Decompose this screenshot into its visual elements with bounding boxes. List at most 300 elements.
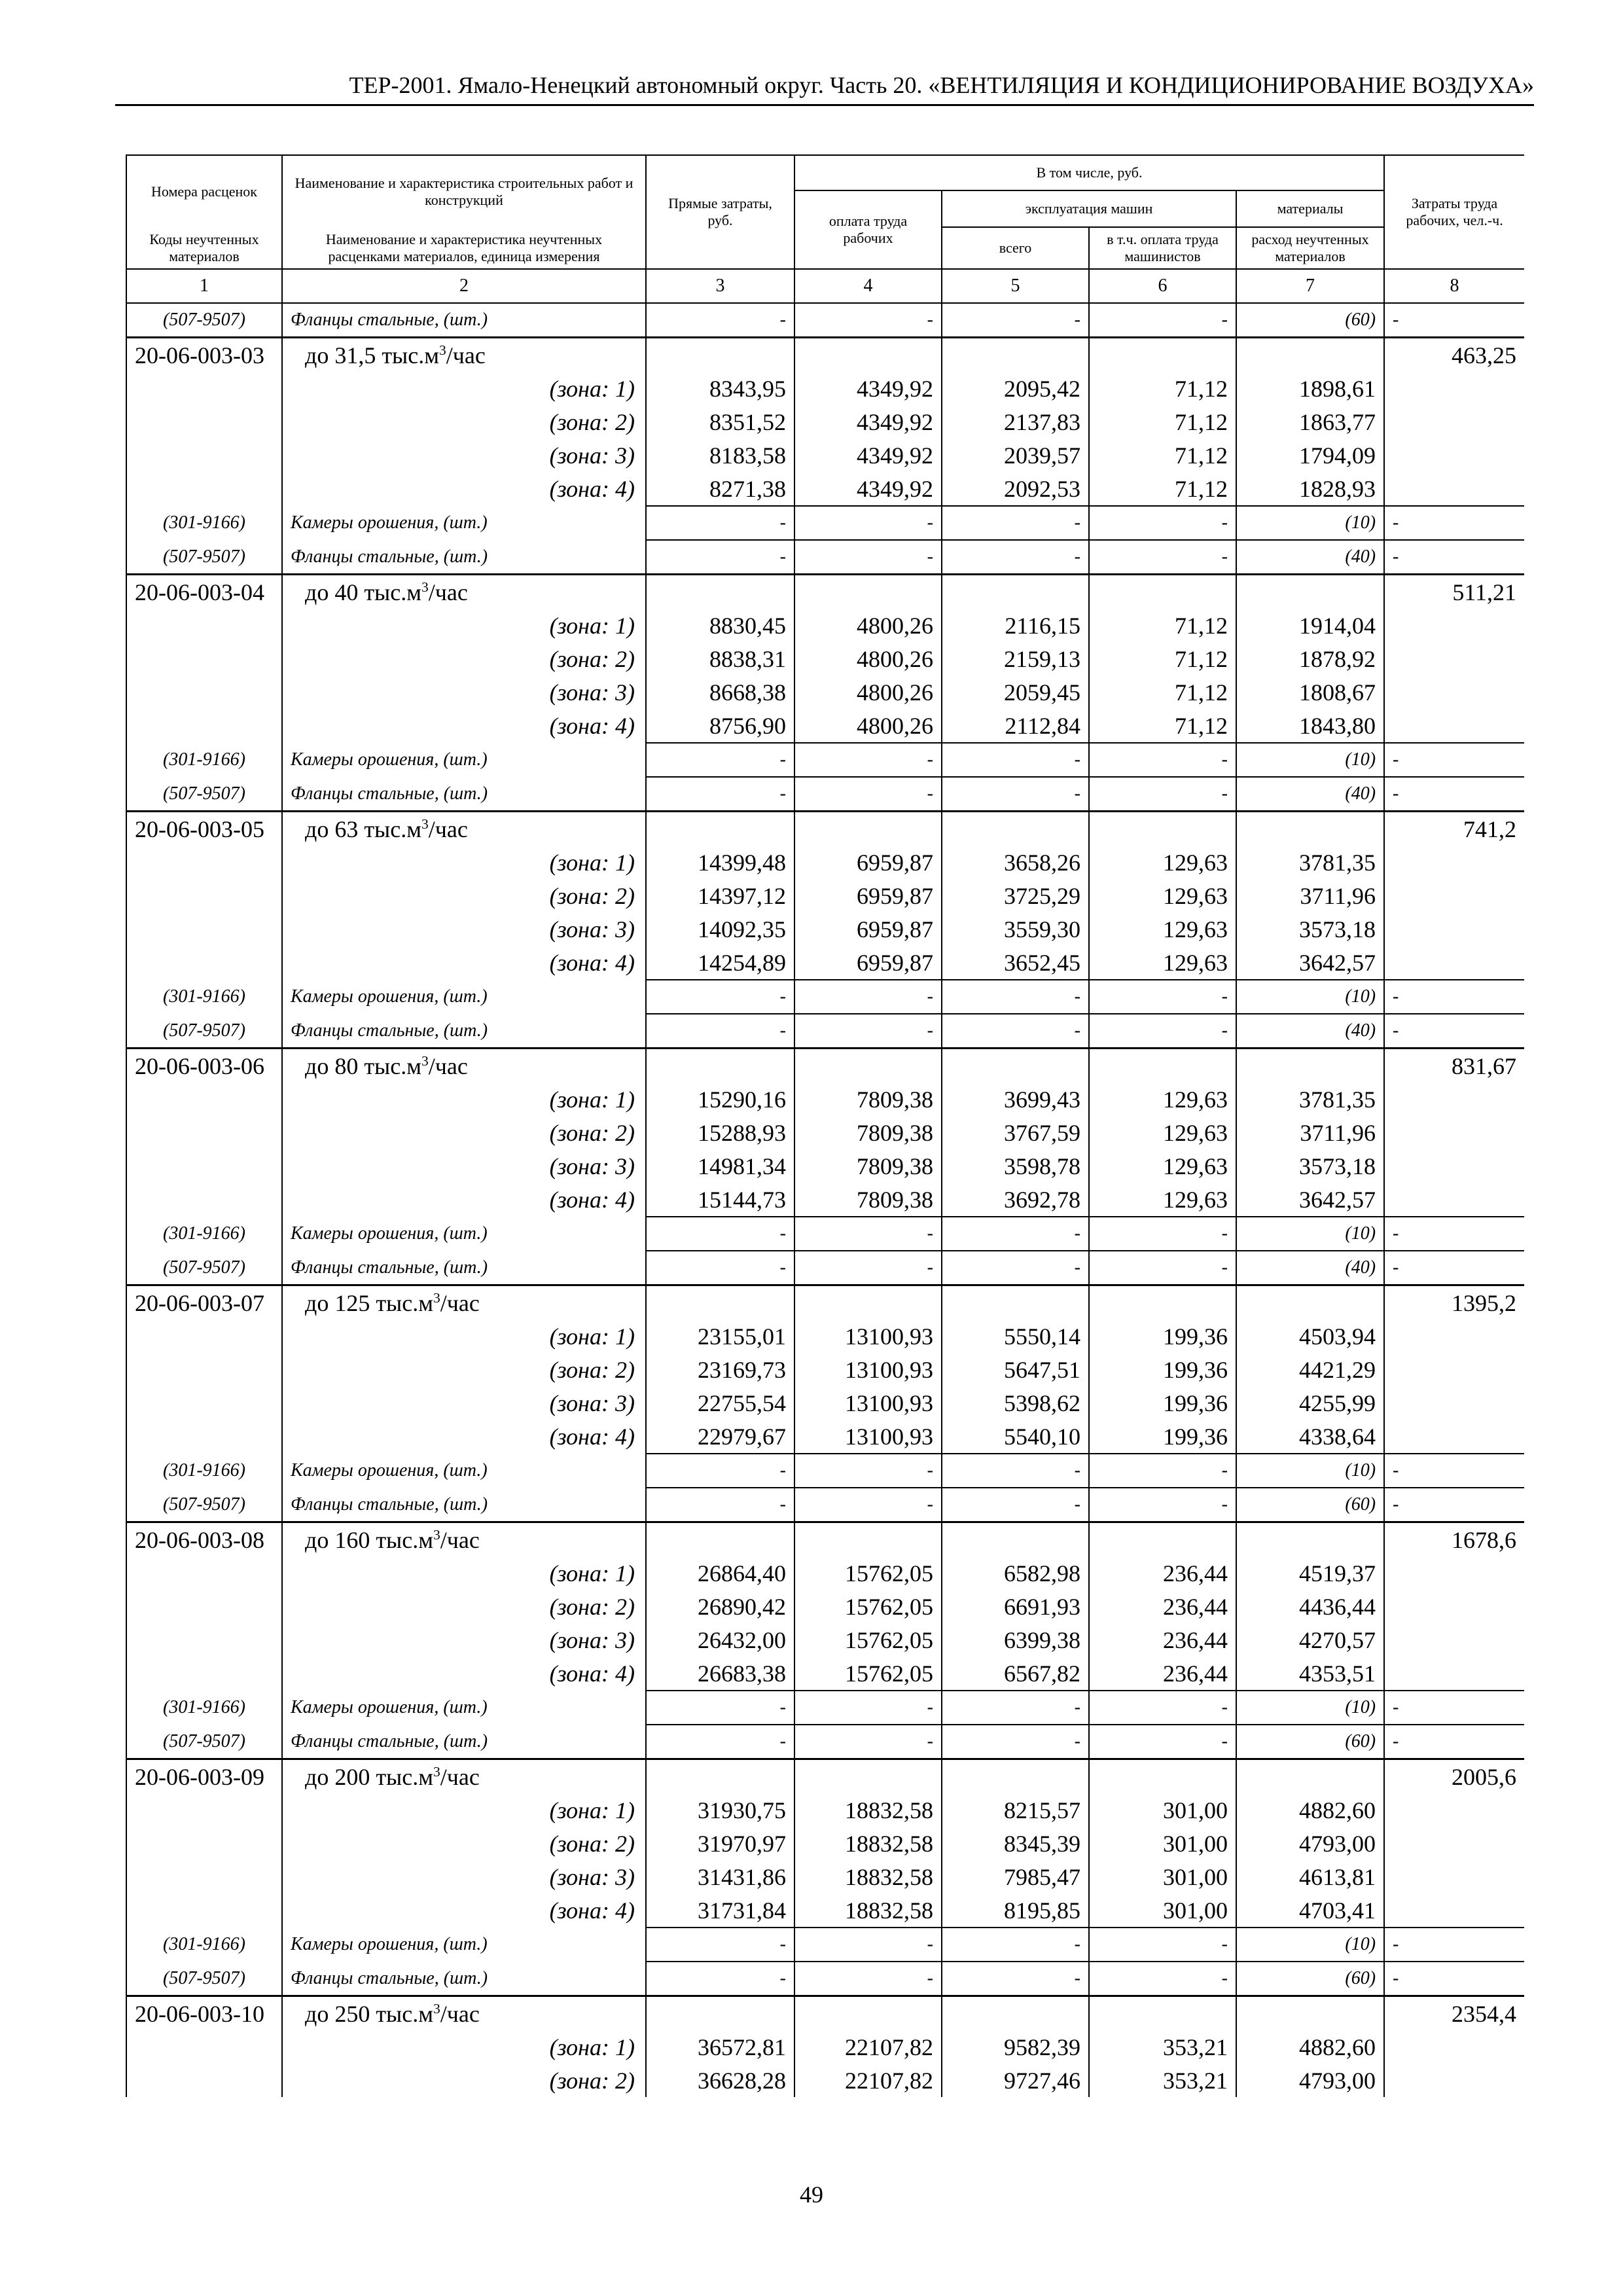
rate-title-unit: /час <box>440 2000 480 2027</box>
materials-value: 4421,29 <box>1236 1353 1384 1386</box>
empty-cell <box>1384 2064 1524 2097</box>
machines-total-value: 3658,26 <box>942 846 1089 879</box>
worker-pay-value: 6959,87 <box>794 879 942 912</box>
direct-costs-value: 15144,73 <box>646 1183 794 1217</box>
zone-label: (зона: 4) <box>282 1183 646 1217</box>
empty-cell <box>646 575 794 609</box>
empty-cell <box>1384 709 1524 743</box>
empty-cell <box>126 1149 282 1183</box>
zone-label: (зона: 4) <box>282 1657 646 1691</box>
direct-costs-value: 26890,42 <box>646 1590 794 1623</box>
rate-title-superscript: 3 <box>433 1763 440 1780</box>
material-name: Камеры орошения, (шт.) <box>282 980 646 1014</box>
materials-value: 3642,57 <box>1236 946 1384 980</box>
zone-label: (зона: 4) <box>282 1893 646 1928</box>
empty-value-dash: - <box>942 1454 1089 1488</box>
empty-value-dash: - <box>794 1014 942 1049</box>
empty-value-dash: - <box>794 743 942 777</box>
direct-costs-value: 14092,35 <box>646 912 794 946</box>
zone-row <box>126 1893 1524 1928</box>
empty-value-dash: - <box>942 1691 1089 1725</box>
empty-cell <box>1384 1793 1524 1827</box>
material-name: Фланцы стальные, (шт.) <box>282 540 646 575</box>
materials-value: 4882,60 <box>1236 1793 1384 1827</box>
material-row <box>126 1217 1524 1251</box>
materials-value: 1828,93 <box>1236 472 1384 506</box>
empty-cell <box>1384 439 1524 472</box>
empty-value-dash: - <box>1384 506 1524 540</box>
zone-row <box>126 879 1524 912</box>
worker-pay-value: 4349,92 <box>794 405 942 439</box>
rate-title-text: до 63 тыс.м <box>305 816 421 842</box>
empty-cell <box>126 1083 282 1116</box>
zone-label: (зона: 1) <box>282 846 646 879</box>
direct-costs-value: 8830,45 <box>646 609 794 642</box>
empty-value-dash: - <box>1089 1251 1236 1285</box>
rate-title <box>282 575 646 609</box>
machinist-pay-value: 236,44 <box>1089 1590 1236 1623</box>
zone-row <box>126 1623 1524 1657</box>
machinist-pay-value: 129,63 <box>1089 1149 1236 1183</box>
direct-costs-value: 8756,90 <box>646 709 794 743</box>
empty-value-dash: - <box>1089 1928 1236 1962</box>
machines-total-value: 6691,93 <box>942 1590 1089 1623</box>
worker-pay-value: 7809,38 <box>794 1116 942 1149</box>
empty-value-dash: - <box>646 980 794 1014</box>
material-quantity: (10) <box>1236 1217 1384 1251</box>
material-row <box>126 1488 1524 1522</box>
empty-value-dash: - <box>794 1251 942 1285</box>
empty-cell <box>1236 575 1384 609</box>
empty-cell <box>126 1893 282 1928</box>
empty-value-dash: - <box>646 1014 794 1049</box>
machinist-pay-value: 301,00 <box>1089 1793 1236 1827</box>
rate-title-unit: /час <box>428 579 468 605</box>
machines-total-value: 5398,62 <box>942 1386 1089 1420</box>
direct-costs-value: 31970,97 <box>646 1827 794 1860</box>
empty-value-dash: - <box>942 1217 1089 1251</box>
zone-row <box>126 1420 1524 1454</box>
empty-value-dash: - <box>1384 1251 1524 1285</box>
empty-cell <box>126 1793 282 1827</box>
rate-title-superscript: 3 <box>433 2000 440 2017</box>
machines-total-value: 8195,85 <box>942 1893 1089 1928</box>
empty-value-dash: - <box>646 506 794 540</box>
material-name: Фланцы стальные, (шт.) <box>282 1014 646 1049</box>
machines-total-value: 8215,57 <box>942 1793 1089 1827</box>
rate-row <box>126 1996 1524 2031</box>
empty-cell <box>126 1319 282 1353</box>
rate-title <box>282 1996 646 2031</box>
empty-value-dash: - <box>794 1217 942 1251</box>
machinist-pay-value: 301,00 <box>1089 1827 1236 1860</box>
rate-code: 20-06-003-06 <box>126 1049 282 1083</box>
materials-value: 1898,61 <box>1236 372 1384 405</box>
zone-row <box>126 405 1524 439</box>
empty-cell <box>1236 1996 1384 2031</box>
column-number: 6 <box>1089 269 1236 303</box>
empty-value-dash: - <box>942 506 1089 540</box>
empty-cell <box>794 812 942 846</box>
header-material-consumption: расход неучтенных материалов <box>1236 227 1384 269</box>
empty-cell <box>1384 1353 1524 1386</box>
materials-value: 4793,00 <box>1236 2064 1384 2097</box>
zone-row <box>126 2064 1524 2097</box>
materials-value: 4338,64 <box>1236 1420 1384 1454</box>
direct-costs-value: 26683,38 <box>646 1657 794 1691</box>
rate-code: 20-06-003-03 <box>126 338 282 372</box>
machinist-pay-value: 129,63 <box>1089 946 1236 980</box>
empty-cell <box>126 946 282 980</box>
header-material-codes: Коды неучтенных материалов <box>126 227 282 269</box>
column-number: 5 <box>942 269 1089 303</box>
material-row <box>126 1962 1524 1996</box>
machines-total-value: 3598,78 <box>942 1149 1089 1183</box>
machines-total-value: 2137,83 <box>942 405 1089 439</box>
zone-row <box>126 1083 1524 1116</box>
machinist-pay-value: 129,63 <box>1089 1083 1236 1116</box>
machines-total-value: 3692,78 <box>942 1183 1089 1217</box>
empty-value-dash: - <box>794 1454 942 1488</box>
direct-costs-value: 26432,00 <box>646 1623 794 1657</box>
zone-label: (зона: 2) <box>282 1827 646 1860</box>
zone-label: (зона: 2) <box>282 2064 646 2097</box>
empty-value-dash: - <box>1089 1962 1236 1996</box>
labor-costs-value: 1395,2 <box>1384 1285 1524 1320</box>
empty-cell <box>126 1386 282 1420</box>
empty-cell <box>126 405 282 439</box>
header-rate-number: Номера расценок <box>126 155 282 227</box>
worker-pay-value: 22107,82 <box>794 2030 942 2064</box>
material-name: Камеры орошения, (шт.) <box>282 1691 646 1725</box>
materials-value: 4882,60 <box>1236 2030 1384 2064</box>
material-code: (301-9166) <box>126 1691 282 1725</box>
material-code: (301-9166) <box>126 1928 282 1962</box>
empty-cell <box>1089 1522 1236 1557</box>
materials-value: 3642,57 <box>1236 1183 1384 1217</box>
zone-row <box>126 709 1524 743</box>
empty-cell <box>126 1860 282 1893</box>
machinist-pay-value: 71,12 <box>1089 472 1236 506</box>
direct-costs-value: 14981,34 <box>646 1149 794 1183</box>
empty-value-dash: - <box>794 777 942 812</box>
empty-cell <box>126 472 282 506</box>
rate-title <box>282 1522 646 1557</box>
material-name: Камеры орошения, (шт.) <box>282 1217 646 1251</box>
machines-total-value: 5540,10 <box>942 1420 1089 1454</box>
header-material-names: Наименование и характеристика неучтенных расценками материалов, единица измерения <box>282 227 646 269</box>
empty-value-dash: - <box>794 1691 942 1725</box>
empty-cell <box>646 1996 794 2031</box>
worker-pay-value: 18832,58 <box>794 1827 942 1860</box>
material-quantity: (10) <box>1236 506 1384 540</box>
empty-value-dash: - <box>646 1928 794 1962</box>
empty-cell <box>1236 1759 1384 1794</box>
zone-row <box>126 1793 1524 1827</box>
material-code: (507-9507) <box>126 1962 282 1996</box>
material-row <box>126 1251 1524 1285</box>
zone-label: (зона: 2) <box>282 879 646 912</box>
worker-pay-value: 13100,93 <box>794 1319 942 1353</box>
zone-label: (зона: 3) <box>282 675 646 709</box>
rate-title-text: до 80 тыс.м <box>305 1052 421 1079</box>
empty-value-dash: - <box>1089 777 1236 812</box>
zone-label: (зона: 3) <box>282 439 646 472</box>
labor-costs-value: 2354,4 <box>1384 1996 1524 2031</box>
empty-value-dash: - <box>942 1928 1089 1962</box>
direct-costs-value: 15288,93 <box>646 1116 794 1149</box>
materials-value: 1794,09 <box>1236 439 1384 472</box>
zone-row <box>126 912 1524 946</box>
worker-pay-value: 18832,58 <box>794 1860 942 1893</box>
machinist-pay-value: 71,12 <box>1089 709 1236 743</box>
rate-title-text: до 40 тыс.м <box>305 579 421 605</box>
zone-label: (зона: 4) <box>282 1420 646 1454</box>
worker-pay-value: 4349,92 <box>794 472 942 506</box>
empty-cell <box>1384 946 1524 980</box>
empty-cell <box>126 1116 282 1149</box>
machinist-pay-value: 199,36 <box>1089 1353 1236 1386</box>
material-row <box>126 1928 1524 1962</box>
direct-costs-value: 8351,52 <box>646 405 794 439</box>
machinist-pay-value: 301,00 <box>1089 1860 1236 1893</box>
empty-cell <box>126 879 282 912</box>
machinist-pay-value: 199,36 <box>1089 1319 1236 1353</box>
material-row <box>126 743 1524 777</box>
material-quantity: (40) <box>1236 540 1384 575</box>
empty-cell <box>126 439 282 472</box>
rate-title-text: до 160 тыс.м <box>305 1526 433 1553</box>
zone-label: (зона: 3) <box>282 1860 646 1893</box>
zone-row <box>126 1590 1524 1623</box>
zone-row <box>126 1860 1524 1893</box>
empty-value-dash: - <box>942 1251 1089 1285</box>
machinist-pay-value: 199,36 <box>1089 1420 1236 1454</box>
materials-value: 3711,96 <box>1236 879 1384 912</box>
empty-cell <box>794 338 942 372</box>
machines-total-value: 2095,42 <box>942 372 1089 405</box>
worker-pay-value: 7809,38 <box>794 1183 942 1217</box>
rate-title-unit: /час <box>440 1763 480 1790</box>
zone-row <box>126 609 1524 642</box>
empty-value-dash: - <box>1384 980 1524 1014</box>
zone-row <box>126 946 1524 980</box>
empty-cell <box>1089 338 1236 372</box>
empty-cell <box>1384 1083 1524 1116</box>
empty-value-dash: - <box>646 743 794 777</box>
rate-row <box>126 812 1524 846</box>
worker-pay-value: 15762,05 <box>794 1556 942 1590</box>
empty-value-dash: - <box>794 1962 942 1996</box>
worker-pay-value: 7809,38 <box>794 1083 942 1116</box>
header-machinist-pay: в т.ч. оплата труда машинистов <box>1089 227 1236 269</box>
machines-total-value: 6399,38 <box>942 1623 1089 1657</box>
worker-pay-value: 4800,26 <box>794 675 942 709</box>
machinist-pay-value: 129,63 <box>1089 1183 1236 1217</box>
materials-value: 4793,00 <box>1236 1827 1384 1860</box>
empty-value-dash: - <box>646 777 794 812</box>
material-row <box>126 506 1524 540</box>
rate-title-unit: /час <box>440 1526 480 1553</box>
empty-value-dash: - <box>1089 980 1236 1014</box>
zone-label: (зона: 1) <box>282 1083 646 1116</box>
empty-cell <box>126 675 282 709</box>
empty-cell <box>1384 1183 1524 1217</box>
rate-title-unit: /час <box>440 1289 480 1316</box>
machines-total-value: 6582,98 <box>942 1556 1089 1590</box>
material-quantity: (10) <box>1236 1454 1384 1488</box>
material-quantity: (60) <box>1236 1962 1384 1996</box>
rate-title-superscript: 3 <box>433 1526 440 1543</box>
empty-value-dash: - <box>1089 1014 1236 1049</box>
rate-row <box>126 338 1524 372</box>
material-code: (301-9166) <box>126 980 282 1014</box>
empty-value-dash: - <box>1384 303 1524 338</box>
header-machines-total: всего <box>942 227 1089 269</box>
material-code: (507-9507) <box>126 303 282 338</box>
empty-cell <box>942 1996 1089 2031</box>
materials-value: 3573,18 <box>1236 912 1384 946</box>
empty-cell <box>126 1183 282 1217</box>
page-number: 49 <box>800 2181 823 2208</box>
rate-code: 20-06-003-10 <box>126 1996 282 2031</box>
empty-cell <box>1384 1623 1524 1657</box>
rate-title-superscript: 3 <box>439 342 446 358</box>
empty-value-dash: - <box>1384 540 1524 575</box>
worker-pay-value: 4800,26 <box>794 609 942 642</box>
material-code: (301-9166) <box>126 1217 282 1251</box>
empty-cell <box>1089 1996 1236 2031</box>
zone-label: (зона: 2) <box>282 1590 646 1623</box>
empty-cell <box>1384 1556 1524 1590</box>
machinist-pay-value: 236,44 <box>1089 1623 1236 1657</box>
rate-title-superscript: 3 <box>421 1052 429 1069</box>
empty-cell <box>794 1049 942 1083</box>
zone-label: (зона: 2) <box>282 1353 646 1386</box>
rate-title-superscript: 3 <box>433 1289 440 1306</box>
empty-value-dash: - <box>942 980 1089 1014</box>
column-number: 1 <box>126 269 282 303</box>
material-code: (507-9507) <box>126 540 282 575</box>
materials-value: 4613,81 <box>1236 1860 1384 1893</box>
zone-label: (зона: 1) <box>282 2030 646 2064</box>
empty-value-dash: - <box>1089 303 1236 338</box>
zone-label: (зона: 4) <box>282 946 646 980</box>
zone-row <box>126 1556 1524 1590</box>
empty-value-dash: - <box>1384 1014 1524 1049</box>
worker-pay-value: 6959,87 <box>794 846 942 879</box>
worker-pay-value: 15762,05 <box>794 1590 942 1623</box>
machinist-pay-value: 353,21 <box>1089 2030 1236 2064</box>
machinist-pay-value: 129,63 <box>1089 879 1236 912</box>
empty-cell <box>126 1556 282 1590</box>
machines-total-value: 2116,15 <box>942 609 1089 642</box>
labor-costs-value: 511,21 <box>1384 575 1524 609</box>
empty-value-dash: - <box>1384 1928 1524 1962</box>
empty-cell <box>1384 2030 1524 2064</box>
material-row <box>126 1691 1524 1725</box>
empty-value-dash: - <box>1089 506 1236 540</box>
material-code: (507-9507) <box>126 1488 282 1522</box>
empty-value-dash: - <box>942 1725 1089 1759</box>
direct-costs-value: 23169,73 <box>646 1353 794 1386</box>
empty-cell <box>942 575 1089 609</box>
empty-cell <box>794 575 942 609</box>
machinist-pay-value: 353,21 <box>1089 2064 1236 2097</box>
zone-row <box>126 675 1524 709</box>
machines-total-value: 7985,47 <box>942 1860 1089 1893</box>
rate-title-text: до 31,5 тыс.м <box>305 342 439 368</box>
empty-cell <box>126 1657 282 1691</box>
zone-label: (зона: 3) <box>282 912 646 946</box>
empty-cell <box>126 912 282 946</box>
header-labor-costs: Затраты труда рабочих, чел.-ч. <box>1384 155 1524 269</box>
worker-pay-value: 6959,87 <box>794 912 942 946</box>
material-code: (301-9166) <box>126 506 282 540</box>
material-name: Фланцы стальные, (шт.) <box>282 777 646 812</box>
machines-total-value: 3652,45 <box>942 946 1089 980</box>
material-code: (507-9507) <box>126 1251 282 1285</box>
materials-value: 3711,96 <box>1236 1116 1384 1149</box>
empty-cell <box>1384 1386 1524 1420</box>
empty-cell <box>1384 372 1524 405</box>
direct-costs-value: 8668,38 <box>646 675 794 709</box>
empty-cell <box>1384 642 1524 675</box>
empty-cell <box>1384 879 1524 912</box>
column-number: 3 <box>646 269 794 303</box>
material-row <box>126 1014 1524 1049</box>
empty-cell <box>126 1353 282 1386</box>
empty-cell <box>646 1522 794 1557</box>
header-machine-operation: эксплуатация машин <box>942 190 1236 227</box>
empty-cell <box>1089 1759 1236 1794</box>
material-code: (507-9507) <box>126 777 282 812</box>
worker-pay-value: 13100,93 <box>794 1353 942 1386</box>
zone-label: (зона: 4) <box>282 472 646 506</box>
material-quantity: (40) <box>1236 1014 1384 1049</box>
labor-costs-value: 2005,6 <box>1384 1759 1524 1794</box>
rate-table-container <box>126 154 1524 2101</box>
material-row <box>126 777 1524 812</box>
machinist-pay-value: 129,63 <box>1089 846 1236 879</box>
direct-costs-value: 31930,75 <box>646 1793 794 1827</box>
column-number: 7 <box>1236 269 1384 303</box>
machines-total-value: 2092,53 <box>942 472 1089 506</box>
machines-total-value: 3699,43 <box>942 1083 1089 1116</box>
empty-value-dash: - <box>942 540 1089 575</box>
materials-value: 1808,67 <box>1236 675 1384 709</box>
worker-pay-value: 15762,05 <box>794 1623 942 1657</box>
empty-cell <box>1236 1049 1384 1083</box>
zone-label: (зона: 3) <box>282 1386 646 1420</box>
empty-value-dash: - <box>942 743 1089 777</box>
direct-costs-value: 8271,38 <box>646 472 794 506</box>
zone-row <box>126 1657 1524 1691</box>
worker-pay-value: 15762,05 <box>794 1657 942 1691</box>
machinist-pay-value: 71,12 <box>1089 439 1236 472</box>
materials-value: 4353,51 <box>1236 1657 1384 1691</box>
labor-costs-value: 831,67 <box>1384 1049 1524 1083</box>
zone-label: (зона: 3) <box>282 1149 646 1183</box>
zone-label: (зона: 2) <box>282 405 646 439</box>
rate-title-superscript: 3 <box>421 579 429 595</box>
materials-value: 1878,92 <box>1236 642 1384 675</box>
empty-value-dash: - <box>646 540 794 575</box>
empty-cell <box>942 1759 1089 1794</box>
machines-total-value: 6567,82 <box>942 1657 1089 1691</box>
worker-pay-value: 7809,38 <box>794 1149 942 1183</box>
rate-code: 20-06-003-07 <box>126 1285 282 1320</box>
